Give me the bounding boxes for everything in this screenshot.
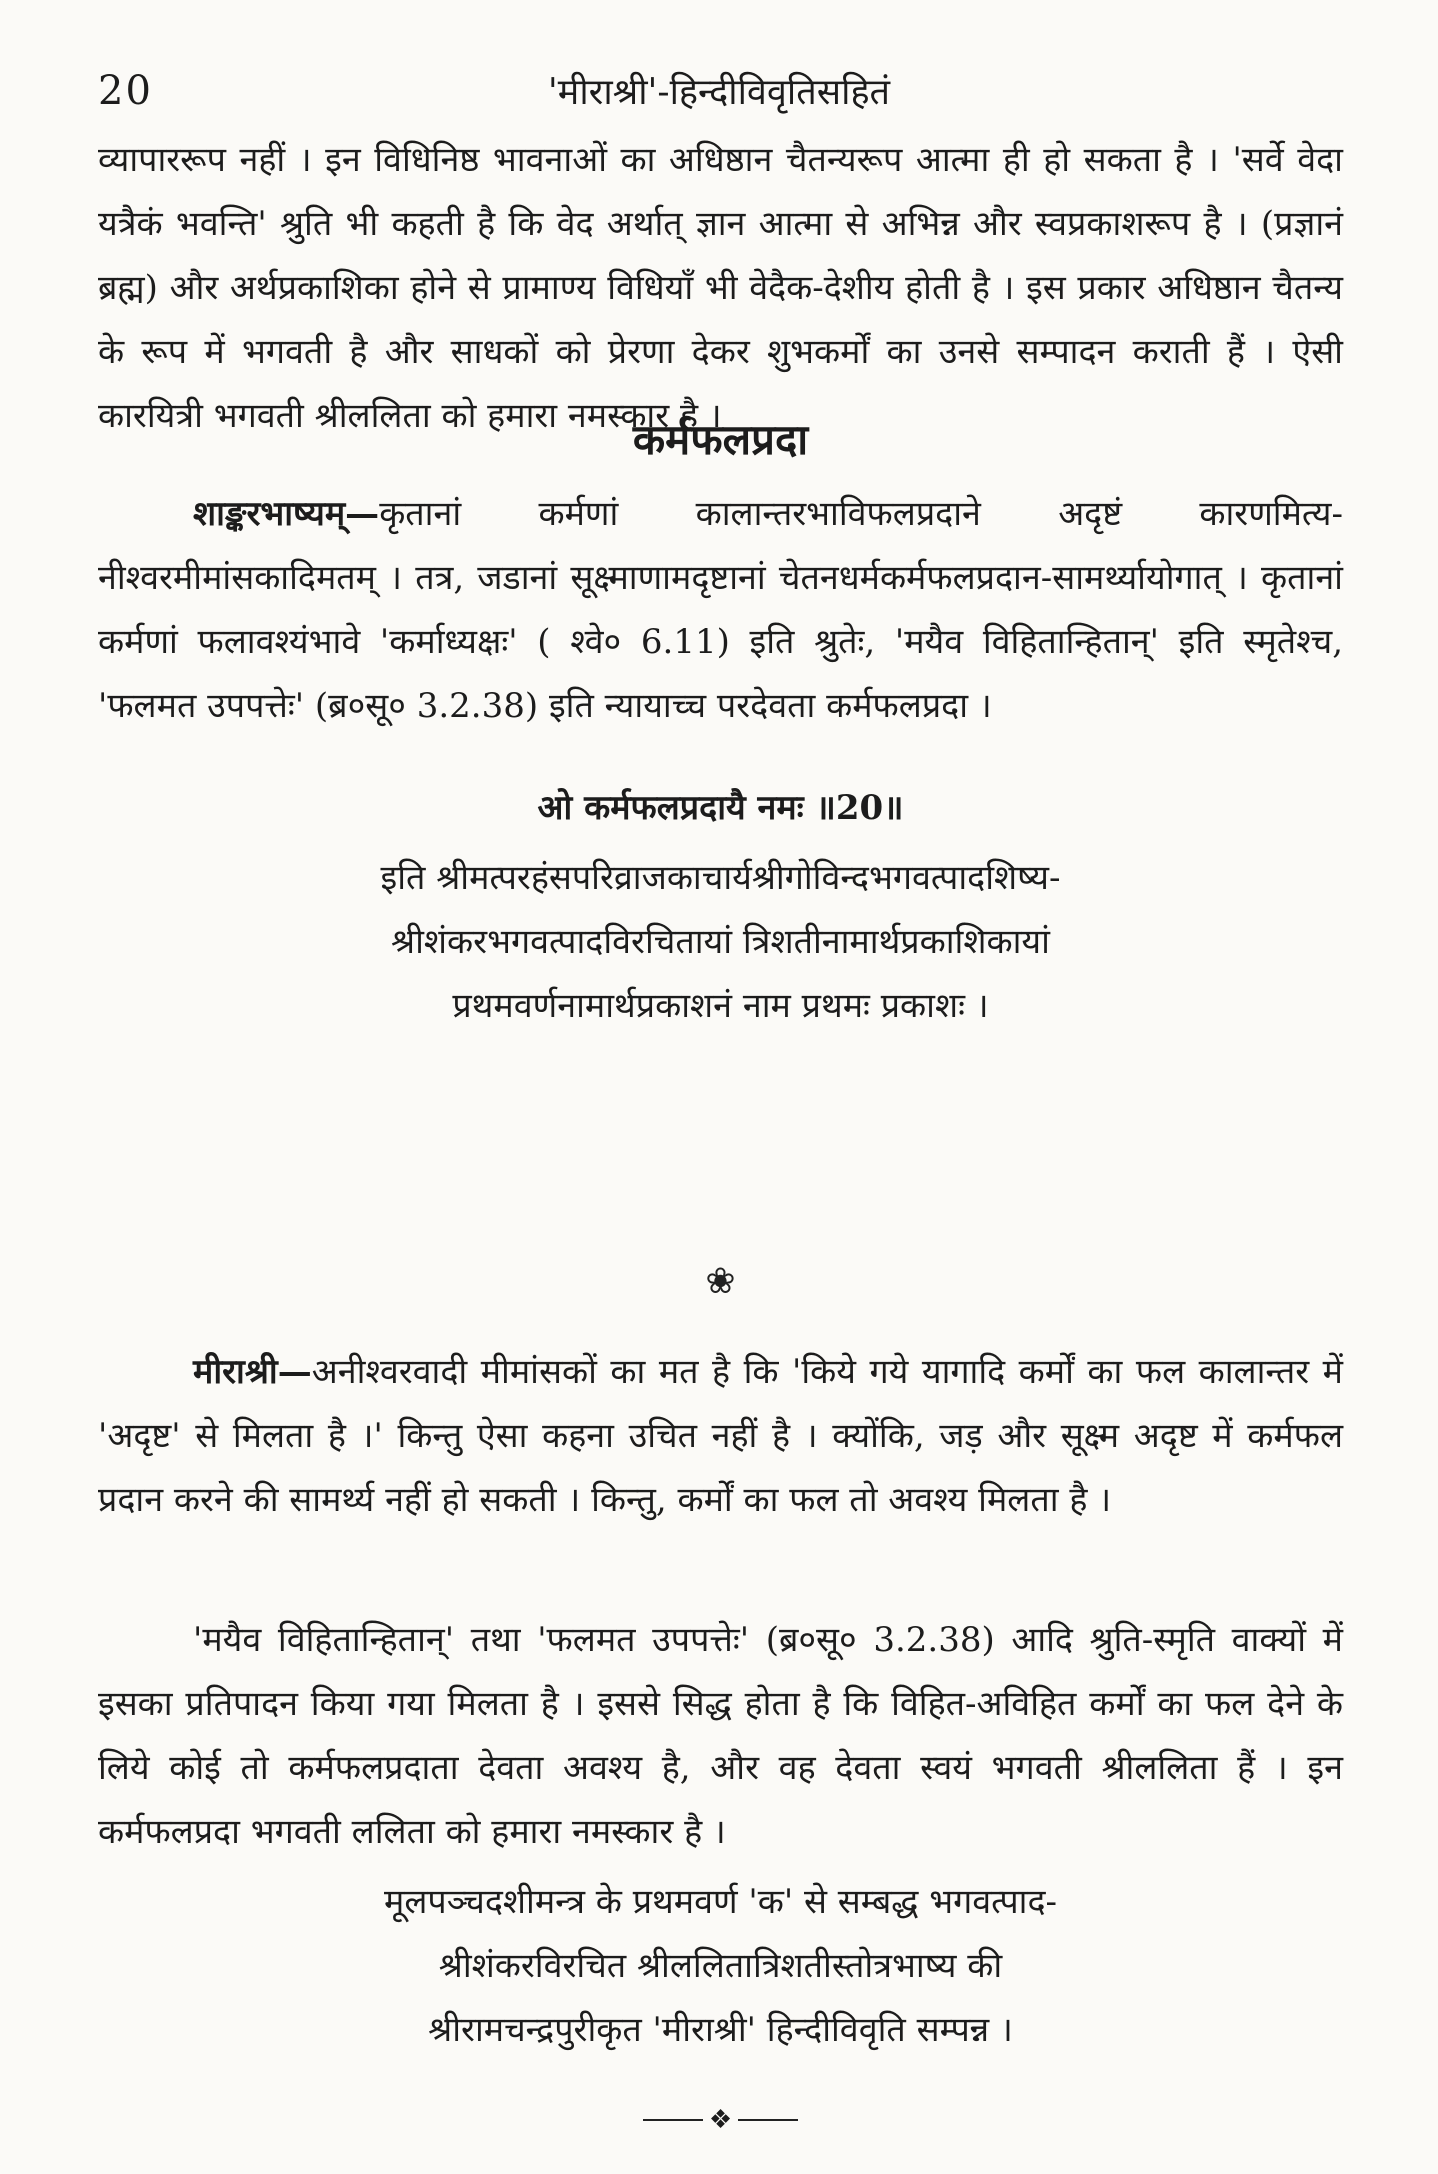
intro-paragraph: व्यापाररूप नहीं । इन विधिनिष्ठ भावनाओं का अधिष्ठान चैतन्यरूप आत्मा ही हो सकता है । 'सर्वे वेदा यत्रैकं भवन्ति' श्रुति भी कहती है कि वेद अर्थात् ज्ञान आत्मा से अभिन्न और स्वप्रकाशरूप है । (प्रज्ञानं ब्रह्म) और अर्थप्रकाशिका होने से प्रामाण्य विधियाँ भी वेदैक-देशीय होती है । इस प्रकार अधिष्ठान चैतन्य के रूप में भगवती है और साधकों को प्रेरणा देकर शुभकर्मों का उनसे सम्पादन कराती हैं । ऐसी कारयित्री भगवती श्रीललिता को हमारा नमस्कार है । bbox=[98, 140, 1343, 436]
page-number: 20 bbox=[98, 68, 153, 114]
colophon bbox=[98, 846, 1343, 1038]
closing-line: श्रीरामचन्द्रपुरीकृत 'मीराश्री' हिन्दीविवृति सम्पन्न । bbox=[428, 2010, 1013, 2050]
second-paragraph: 'मयैव विहितान्हितान्' तथा 'फलमत उपपत्तेः' (ब्र०सू० 3.2.38) आदि श्रुति-स्मृति वाक्यों में इसका प्रतिपादन किया गया मिलता है । इससे सिद्ध होता है कि विहित-अविहित कर्मों का फल देने के लिये कोई तो कर्मफलप्रदाता देवता अवश्य है, और वह देवता स्वयं भगवती श्रीललिता हैं । इन कर्मफलप्रदा भगवती ललिता को हमारा नमस्कार है । bbox=[98, 1620, 1343, 1852]
flower-ornament: ❀ bbox=[705, 1261, 736, 1302]
closing-colophon bbox=[98, 1870, 1343, 2062]
rule-line-right bbox=[738, 2119, 798, 2121]
end-ornament bbox=[98, 2090, 1343, 2140]
end-rule bbox=[643, 2100, 798, 2140]
closing-line: श्रीशंकरविरचित श्रीललितात्रिशतीस्तोत्रभाष्य की bbox=[438, 1946, 1003, 1986]
mirashri-paragraph bbox=[98, 1340, 1343, 1532]
closing-line: मूलपञ्चदशीमन्त्र के प्रथमवर्ण 'क' से सम्बद्ध भगवत्पाद- bbox=[384, 1882, 1057, 1922]
colophon-line: प्रथमवर्णनामार्थप्रकाशनं नाम प्रथमः प्रकाशः । bbox=[452, 986, 989, 1026]
page-header bbox=[98, 60, 1340, 120]
mirashri-text: अनीश्वरवादी मीमांसकों का मत है कि 'किये गये यागादि कर्मों का फल कालान्तर में 'अदृष्ट' से मिलता है ।' किन्तु ऐसा कहना उचित नहीं है । क्योंकि, जड़ और सूक्ष्म अदृष्ट में कर्मफल प्रदान करने की सामर्थ्य नहीं हो सकती । किन्तु, कर्मों का फल तो अवश्य मिलता है । bbox=[98, 1352, 1343, 1520]
section-heading: कर्मफलप्रदा bbox=[632, 415, 809, 464]
running-title: 'मीराश्री'-हिन्दीविवृतिसहितं bbox=[547, 72, 891, 113]
colophon-line: श्रीशंकरभगवत्पादविरचितायां त्रिशतीनामार्थप्रकाशिकायां bbox=[391, 922, 1050, 962]
colophon-line: इति श्रीमत्परहंसपरिव्राजकाचार्यश्रीगोविन्दभगवत्पादशिष्य- bbox=[380, 858, 1061, 898]
mirashri-label: मीराश्री— bbox=[193, 1352, 312, 1392]
bhashya-label: शाङ्करभाष्यम्— bbox=[193, 494, 380, 534]
bhashya-text: कृतानां कर्मणां कालान्तरभाविफलप्रदाने अदृष्टं कारणमित्य-नीश्वरमीमांसकादिमतम् । तत्र, जडानां सूक्ष्माणामदृष्टानां चेतनधर्मकर्मफलप्रदान-सामर्थ्यायोगात् । कृतानां कर्मणां फलावश्यंभावे 'कर्माध्यक्षः' ( श्वे० 6.11) इति श्रुतेः, 'मयैव विहितान्हितान्' इति स्मृतेश्च, 'फलमत उपपत्तेः' (ब्र०सू० 3.2.38) इति न्यायाच्च परदेवता कर्मफलप्रदा । bbox=[98, 494, 1343, 726]
mantra-line: ओ कर्मफलप्रदायै नमः ॥20॥ bbox=[537, 788, 904, 828]
bhashya-paragraph bbox=[98, 482, 1343, 738]
diamond-ornament-icon: ❖ bbox=[708, 2105, 733, 2135]
rule-line-left bbox=[643, 2119, 703, 2121]
